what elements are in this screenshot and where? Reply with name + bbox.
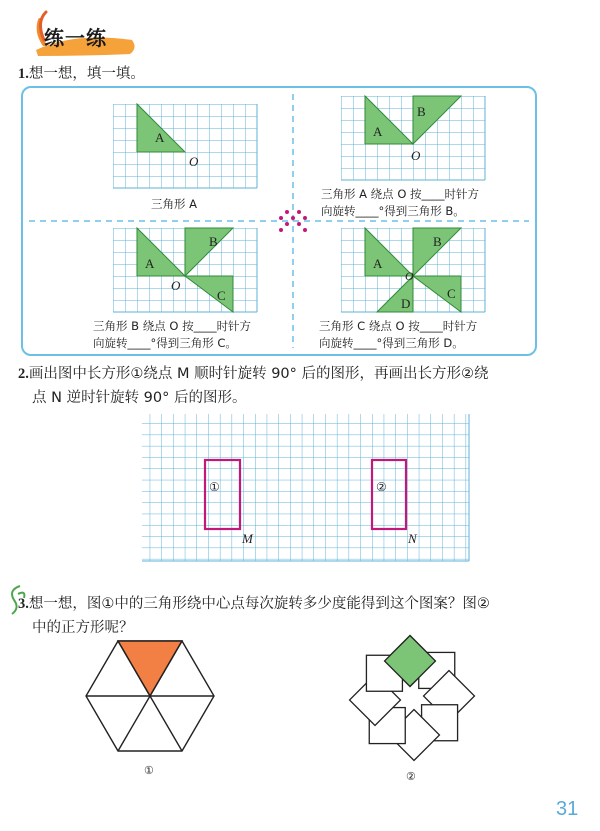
hexagon: [86, 641, 214, 751]
point-m: M: [242, 531, 253, 546]
label-b: B: [209, 234, 218, 249]
q1-panel: [21, 86, 537, 356]
panel3-caption: [93, 318, 251, 352]
rect2-label: ②: [376, 480, 387, 494]
panel3-grid: [113, 228, 257, 312]
q2-line1: 画出图中长方形①绕点 M 顺时针旋转 90° 后的图形，再画出长方形②绕: [28, 366, 489, 382]
label-a: A: [155, 130, 165, 145]
q1-number: 1.: [18, 66, 29, 82]
header-title: 练一练: [44, 26, 107, 50]
label-c: C: [447, 286, 456, 301]
q3-line2: 中的正方形呢？: [32, 620, 134, 636]
panel2-line1: 三角形 A 绕点 O 按____时针方: [321, 187, 480, 201]
q3-pinwheel-figure: [336, 628, 486, 788]
q3-number: 3.: [18, 596, 29, 612]
page-number: 31: [556, 798, 579, 820]
panel2-grid: [341, 96, 485, 180]
header-section: [14, 6, 144, 56]
q3-line1: 想一想，图①中的三角形绕中心点每次旋转多少度能得到这个图案？图②: [28, 596, 490, 612]
q1-heading: [18, 62, 145, 86]
fig2-label: ②: [406, 771, 416, 783]
label-a: A: [145, 256, 155, 271]
label-o: O: [411, 148, 421, 163]
q1-panel-graphics: [23, 88, 535, 354]
label-a: A: [373, 256, 383, 271]
rect1-label: ①: [209, 480, 220, 494]
point-n: N: [408, 531, 417, 546]
q2-number: 2.: [18, 366, 29, 382]
label-o: O: [171, 278, 181, 293]
label-o: O: [189, 154, 199, 169]
label-o: O: [405, 269, 414, 283]
label-a: A: [373, 124, 383, 139]
panel3-line2: 向旋转____°得到三角形 C。: [93, 336, 237, 350]
panel4-caption: [319, 318, 477, 352]
label-c: C: [217, 288, 226, 303]
panel1-caption: 三角形 A: [151, 197, 198, 211]
label-b: B: [433, 234, 442, 249]
panel4-line2: 向旋转____°得到三角形 D。: [319, 336, 464, 350]
label-b: B: [417, 104, 426, 119]
fig1-label: ①: [144, 765, 154, 777]
q2-grid-figure: [138, 412, 478, 572]
panel4-line1: 三角形 C 绕点 O 按____时针方: [319, 319, 478, 333]
panel2-caption: [321, 186, 479, 220]
panel2-line2: 向旋转____°得到三角形 B。: [321, 204, 465, 218]
label-d: D: [401, 296, 411, 311]
q2-heading: [18, 362, 489, 410]
panel3-line1: 三角形 B 绕点 O 按____时针方: [93, 319, 252, 333]
q1-text: 想一想，填一填。: [28, 66, 145, 82]
q3-hexagon-figure: [80, 640, 220, 780]
q2-line2: 点 N 逆时针旋转 90° 后的图形。: [32, 390, 247, 406]
panel4-grid: [341, 228, 485, 312]
panel1-grid: [113, 104, 257, 188]
